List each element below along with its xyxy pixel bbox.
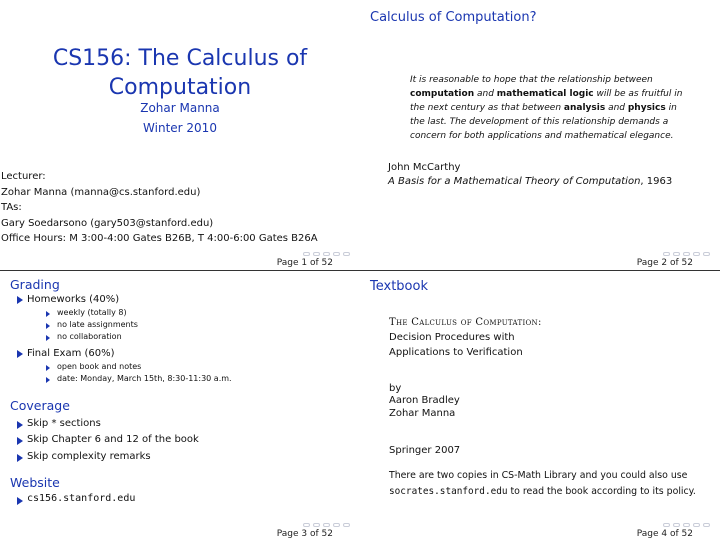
office-hours: Office Hours: M 3:00-4:00 Gates B26B, T 4:00-6:00 Gates B26A (1, 233, 318, 244)
frame-title: Textbook (370, 279, 428, 294)
page-number: Page 1 of 52 (276, 258, 333, 268)
library-note-line-1: There are two copies in CS-Math Library and you could also use (389, 470, 688, 481)
bullet-icon (46, 323, 50, 329)
coverage-item: Skip complexity remarks (27, 451, 151, 462)
section-grading: Grading (10, 277, 60, 292)
slide-2 (360, 0, 720, 270)
quote-attribution (388, 161, 672, 189)
quote-text: will be as fruitful in the next century as that between (410, 89, 683, 113)
nav-next-icon[interactable] (333, 523, 340, 527)
coverage-item: Skip * sections (27, 418, 101, 429)
frame-title: Calculus of Computation? (370, 10, 537, 25)
section-coverage: Coverage (10, 398, 70, 413)
book-author-1: Aaron Bradley (389, 395, 460, 406)
hw-sub-item: no collaboration (57, 332, 122, 341)
lecturer: Zohar Manna (manna@cs.stanford.edu) (1, 186, 201, 198)
bullet-icon (17, 296, 23, 304)
nav-search-icon[interactable] (343, 523, 350, 527)
nav-prev-icon[interactable] (303, 252, 310, 256)
bullet-icon (46, 311, 50, 317)
nav-section-icon[interactable] (683, 252, 690, 256)
slide-4 (360, 271, 720, 541)
page-number: Page 3 of 52 (276, 529, 333, 539)
library-note-text: to read the book according to its policy. (507, 486, 696, 497)
nav-next-icon[interactable] (333, 252, 340, 256)
page-number: Page 4 of 52 (636, 529, 693, 539)
nav-next-icon[interactable] (693, 523, 700, 527)
homeworks-item: Homeworks (40%) (27, 294, 120, 305)
nav-search-icon[interactable] (343, 252, 350, 256)
nav-frame-icon[interactable] (313, 523, 320, 527)
hw-sub-item: weekly (totally 8) (57, 308, 127, 317)
slide-1 (0, 0, 360, 270)
nav-section-icon[interactable] (323, 523, 330, 527)
quote-bold: mathematical logic (496, 89, 594, 99)
bullet-icon (17, 350, 23, 358)
nav-prev-icon[interactable] (663, 523, 670, 527)
title-line-2: Computation (108, 75, 252, 100)
nav-section-icon[interactable] (323, 252, 330, 256)
nav-frame-icon[interactable] (313, 252, 320, 256)
bullet-icon (17, 454, 23, 462)
term: Winter 2010 (143, 121, 217, 135)
coverage-item: Skip Chapter 6 and 12 of the book (27, 434, 199, 445)
final-sub-item: open book and notes (57, 362, 142, 371)
quote-text: and (474, 89, 497, 99)
source-year: , 1963 (640, 176, 673, 187)
quote-text: It is reasonable to hope that the relationship between (410, 75, 653, 85)
nav-prev-icon[interactable] (663, 252, 670, 256)
source-title: A Basis for a Mathematical Theory of Computation (388, 176, 641, 187)
beamer-navigation[interactable] (663, 523, 710, 527)
title-line-1: CS156: The Calculus of (52, 46, 308, 71)
final-exam-item: Final Exam (60%) (27, 348, 115, 359)
nav-prev-icon[interactable] (303, 523, 310, 527)
book-title: The Calculus of Computation: (389, 317, 542, 328)
publisher: Springer 2007 (389, 445, 461, 456)
bullet-icon (46, 335, 50, 341)
bullet-icon (17, 421, 23, 429)
mccarthy-quote (410, 73, 690, 143)
quote-author: John McCarthy (388, 162, 461, 173)
socrates-link[interactable]: socrates.stanford.edu (389, 486, 508, 497)
quote-text: in the last. The development of this relationship demands a concern for both applications and mathematical elegance. (410, 103, 677, 141)
website-link[interactable]: cs156.stanford.edu (27, 493, 136, 504)
quote-bold: computation (410, 89, 475, 99)
quote-bold: analysis (563, 103, 606, 113)
library-note-line-2 (389, 486, 696, 497)
presentation-title (0, 44, 360, 102)
nav-frame-icon[interactable] (673, 252, 680, 256)
tas-label: TAs: (1, 202, 22, 213)
quote-bold: physics (627, 103, 666, 113)
beamer-navigation[interactable] (303, 252, 350, 256)
bullet-icon (46, 377, 50, 383)
course-info (1, 169, 318, 247)
nav-search-icon[interactable] (703, 252, 710, 256)
page-number: Page 2 of 52 (636, 258, 693, 268)
nav-next-icon[interactable] (693, 252, 700, 256)
quote-source (388, 175, 672, 189)
quote-text: and (605, 103, 628, 113)
bullet-icon (46, 365, 50, 371)
beamer-navigation[interactable] (303, 523, 350, 527)
nav-section-icon[interactable] (683, 523, 690, 527)
book-subtitle-2: Applications to Verification (389, 347, 523, 358)
hw-sub-item: no late assignments (57, 320, 138, 329)
bullet-icon (17, 497, 23, 505)
book-author-2: Zohar Manna (389, 408, 456, 419)
nav-frame-icon[interactable] (673, 523, 680, 527)
section-website: Website (10, 475, 60, 490)
ta: Gary Soedarsono (gary503@stanford.edu) (1, 217, 214, 229)
author-name: Zohar Manna (140, 101, 220, 115)
final-sub-item: date: Monday, March 15th, 8:30-11:30 a.m. (57, 374, 232, 383)
nav-search-icon[interactable] (703, 523, 710, 527)
beamer-navigation[interactable] (663, 252, 710, 256)
by-label: by (389, 383, 402, 394)
slide-3 (0, 271, 360, 541)
lecturer-label: Lecturer: (1, 171, 46, 182)
bullet-icon (17, 437, 23, 445)
book-subtitle-1: Decision Procedures with (389, 332, 515, 343)
